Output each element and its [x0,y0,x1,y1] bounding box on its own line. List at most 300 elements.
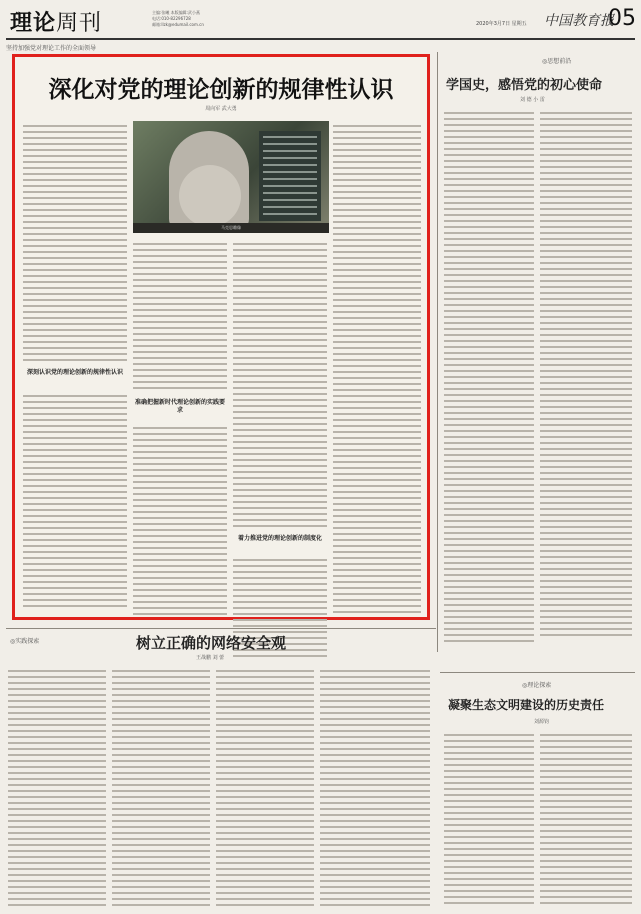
text-line [233,273,327,275]
text-line [133,559,227,561]
text-line [233,291,327,293]
text-line [112,856,210,858]
text-line [133,499,227,501]
text-line [133,387,227,389]
text-line [8,856,106,858]
text-line [333,611,421,613]
text-line [216,694,314,696]
text-line [233,255,327,257]
text-line [444,382,534,384]
text-line [320,784,430,786]
text-line [8,826,106,828]
text-line [444,448,534,450]
text-line [23,593,127,595]
text-line [133,363,227,365]
text-line [320,742,430,744]
text-line [444,406,534,408]
text-line [320,874,430,876]
text-column [112,666,210,906]
text-line [333,347,421,349]
text-line [540,610,632,612]
text-line [540,770,632,772]
text-line [133,475,227,477]
text-line [444,286,534,288]
text-line [216,718,314,720]
text-line [233,351,327,353]
text-line [133,381,227,383]
text-line [133,523,227,525]
text-line [8,694,106,696]
text-line [540,466,632,468]
text-line [8,670,106,672]
text-line [233,267,327,269]
text-line [333,299,421,301]
text-column [444,730,534,904]
text-column [23,391,127,607]
section-divider [6,628,436,629]
text-line [112,772,210,774]
text-line [333,479,421,481]
text-line [333,251,421,253]
text-line [444,232,534,234]
text-line [233,625,327,627]
text-line [216,868,314,870]
text-line [23,563,127,565]
masthead-subtitle: 坚持加强党对理论工作的全面领导 [6,45,97,52]
text-line [333,473,421,475]
text-line [8,814,106,816]
text-line [23,185,127,187]
text-line [133,327,227,329]
text-line [23,221,127,223]
text-line [444,304,534,306]
text-line [540,824,632,826]
text-line [133,285,227,287]
text-line [233,327,327,329]
text-line [540,136,632,138]
text-line [233,465,327,467]
text-line [444,310,534,312]
text-line [333,215,421,217]
text-line [133,321,227,323]
text-line [233,357,327,359]
text-line [23,437,127,439]
text-line [444,226,534,228]
text-line [23,125,127,127]
text-line [8,820,106,822]
text-line [444,788,534,790]
article-kicker: ◎实践探索 [10,638,40,645]
text-line [333,245,421,247]
text-line [540,292,632,294]
text-line [8,898,106,900]
text-line [540,622,632,624]
text-line [444,160,534,162]
text-line [333,575,421,577]
text-line [540,436,632,438]
text-line [23,467,127,469]
text-line [444,622,534,624]
text-line [444,292,534,294]
text-line [444,364,534,366]
text-line [23,209,127,211]
text-line [216,874,314,876]
text-line [133,243,227,245]
text-line [540,562,632,564]
article-headline[interactable]: 学国史，感悟党的初心使命 [446,78,603,93]
text-line [23,191,127,193]
text-line [320,838,430,840]
text-line [333,221,421,223]
text-line [216,796,314,798]
text-line [216,700,314,702]
text-line [133,297,227,299]
article-kicker: ◎理论探索 [522,682,552,689]
text-column [320,666,430,906]
text-column [216,666,314,906]
text-line [23,227,127,229]
text-line [333,395,421,397]
text-line [333,455,421,457]
text-line [444,400,534,402]
text-line [23,515,127,517]
text-line [233,411,327,413]
text-line [540,884,632,886]
text-line [23,269,127,271]
editor-info-line: 邮箱:llzk@edumail.com.cn [152,22,204,27]
text-line [333,437,421,439]
text-line [112,850,210,852]
text-line [444,388,534,390]
text-line [540,472,632,474]
section-title-light: 周刊 [56,11,103,36]
text-line [233,571,327,573]
text-line [333,527,421,529]
text-line [320,706,430,708]
text-line [540,280,632,282]
text-line [133,529,227,531]
text-line [8,874,106,876]
text-line [216,682,314,684]
text-line [540,866,632,868]
text-line [23,263,127,265]
text-line [333,281,421,283]
text-line [444,142,534,144]
text-line [444,502,534,504]
text-line [133,303,227,305]
text-line [320,772,430,774]
text-line [444,508,534,510]
text-line [23,239,127,241]
text-line [540,214,632,216]
text-line [444,118,534,120]
text-line [133,511,227,513]
text-line [233,345,327,347]
text-line [320,676,430,678]
text-line [133,451,227,453]
text-line [444,496,534,498]
text-line [540,878,632,880]
text-line [540,532,632,534]
text-line [540,160,632,162]
text-line [320,688,430,690]
text-line [233,297,327,299]
text-line [540,166,632,168]
text-line [133,345,227,347]
text-line [112,898,210,900]
text-line [133,487,227,489]
text-line [216,724,314,726]
text-line [333,521,421,523]
text-line [320,694,430,696]
article-headline[interactable]: 凝聚生态文明建设的历史责任 [448,698,605,712]
text-line [444,860,534,862]
text-line [444,890,534,892]
text-line [216,808,314,810]
text-line [233,525,327,527]
text-line [233,399,327,401]
text-line [540,902,632,904]
text-line [23,395,127,397]
text-line [540,776,632,778]
text-line [320,832,430,834]
text-line [112,838,210,840]
text-line [540,794,632,796]
text-line [233,577,327,579]
text-line [540,854,632,856]
text-line [333,461,421,463]
text-line [444,172,534,174]
text-line [444,824,534,826]
text-line [444,848,534,850]
text-line [23,605,127,607]
text-line [444,806,534,808]
text-column [133,423,227,615]
text-column [540,730,632,904]
text-line [333,239,421,241]
text-line [540,538,632,540]
text-line [333,167,421,169]
text-line [540,124,632,126]
text-line [216,688,314,690]
newspaper-logo: 中国教育报 [544,13,614,29]
text-line [444,764,534,766]
text-line [333,389,421,391]
text-line [333,593,421,595]
featured-article[interactable] [12,54,430,620]
text-line [23,461,127,463]
text-line [23,581,127,583]
text-line [8,742,106,744]
text-line [444,854,534,856]
text-line [133,493,227,495]
text-line [444,598,534,600]
text-line [333,173,421,175]
text-line [233,279,327,281]
text-line [23,233,127,235]
text-line [333,509,421,511]
text-line [540,442,632,444]
editor-info [152,10,282,28]
text-line [233,559,327,561]
text-line [444,190,534,192]
text-line [333,293,421,295]
text-line [444,520,534,522]
text-line [540,154,632,156]
text-line [112,844,210,846]
text-line [133,369,227,371]
text-line [444,256,534,258]
text-line [23,497,127,499]
text-line [8,736,106,738]
text-line [320,814,430,816]
text-line [540,346,632,348]
text-line [333,605,421,607]
text-line [23,599,127,601]
text-line [320,778,430,780]
text-line [133,463,227,465]
text-line [112,718,210,720]
text-line [540,586,632,588]
text-line [233,417,327,419]
text-line [540,142,632,144]
text-line [233,405,327,407]
text-line [133,553,227,555]
text-line [112,712,210,714]
text-line [23,149,127,151]
text-line [112,904,210,906]
text-line [23,353,127,355]
text-line [540,376,632,378]
text-line [444,478,534,480]
text-line [112,706,210,708]
text-line [540,352,632,354]
text-line [133,595,227,597]
text-line [444,544,534,546]
text-line [216,844,314,846]
article-headline[interactable]: 树立正确的网络安全观 [136,634,287,652]
photo-caption: 马克思雕像 [133,223,329,233]
masthead-divider [6,38,635,40]
text-line [333,203,421,205]
text-line [540,406,632,408]
text-line [23,503,127,505]
text-column [540,108,632,636]
text-line [216,706,314,708]
text-line [133,315,227,317]
text-line [233,507,327,509]
text-line [23,281,127,283]
text-line [8,772,106,774]
text-line [216,748,314,750]
text-line [8,868,106,870]
text-line [112,670,210,672]
text-line [233,459,327,461]
text-line [444,136,534,138]
text-line [540,550,632,552]
text-line [233,483,327,485]
issue-date: 2020年3月7日 星期五 [476,21,527,27]
text-line [444,340,534,342]
text-line [8,682,106,684]
text-line [444,268,534,270]
text-line [112,748,210,750]
text-line [133,541,227,543]
text-line [133,339,227,341]
text-line [23,575,127,577]
text-line [112,862,210,864]
text-line [320,898,430,900]
text-line [444,178,534,180]
text-line [216,838,314,840]
text-line [540,148,632,150]
text-line [112,808,210,810]
text-line [540,262,632,264]
text-line [333,191,421,193]
text-line [540,818,632,820]
text-line [112,730,210,732]
text-line [444,562,534,564]
text-line [540,872,632,874]
text-line [540,418,632,420]
text-line [8,844,106,846]
text-line [320,844,430,846]
text-line [216,772,314,774]
text-line [333,353,421,355]
text-line [216,820,314,822]
text-line [133,261,227,263]
text-line [444,196,534,198]
text-line [23,329,127,331]
text-line [540,860,632,862]
text-line [320,820,430,822]
text-line [320,718,430,720]
text-line [133,333,227,335]
text-line [133,469,227,471]
text-line [23,167,127,169]
text-line [8,808,106,810]
text-line [233,321,327,323]
text-line [540,394,632,396]
text-line [444,334,534,336]
text-line [233,441,327,443]
text-line [23,479,127,481]
text-line [216,742,314,744]
text-line [540,286,632,288]
text-line [216,790,314,792]
text-line [23,299,127,301]
text-line [540,220,632,222]
text-line [320,826,430,828]
text-line [333,545,421,547]
text-line [540,448,632,450]
text-line [112,820,210,822]
text-line [540,400,632,402]
text-line [233,471,327,473]
text-line [23,425,127,427]
text-line [444,574,534,576]
text-line [8,880,106,882]
editor-info-line: 主编:张曦 本版编辑:武小燕 [152,10,200,15]
text-line [133,375,227,377]
text-line [23,275,127,277]
text-line [8,688,106,690]
text-line [540,316,632,318]
text-line [444,130,534,132]
text-line [8,676,106,678]
text-line [133,249,227,251]
text-line [233,513,327,515]
